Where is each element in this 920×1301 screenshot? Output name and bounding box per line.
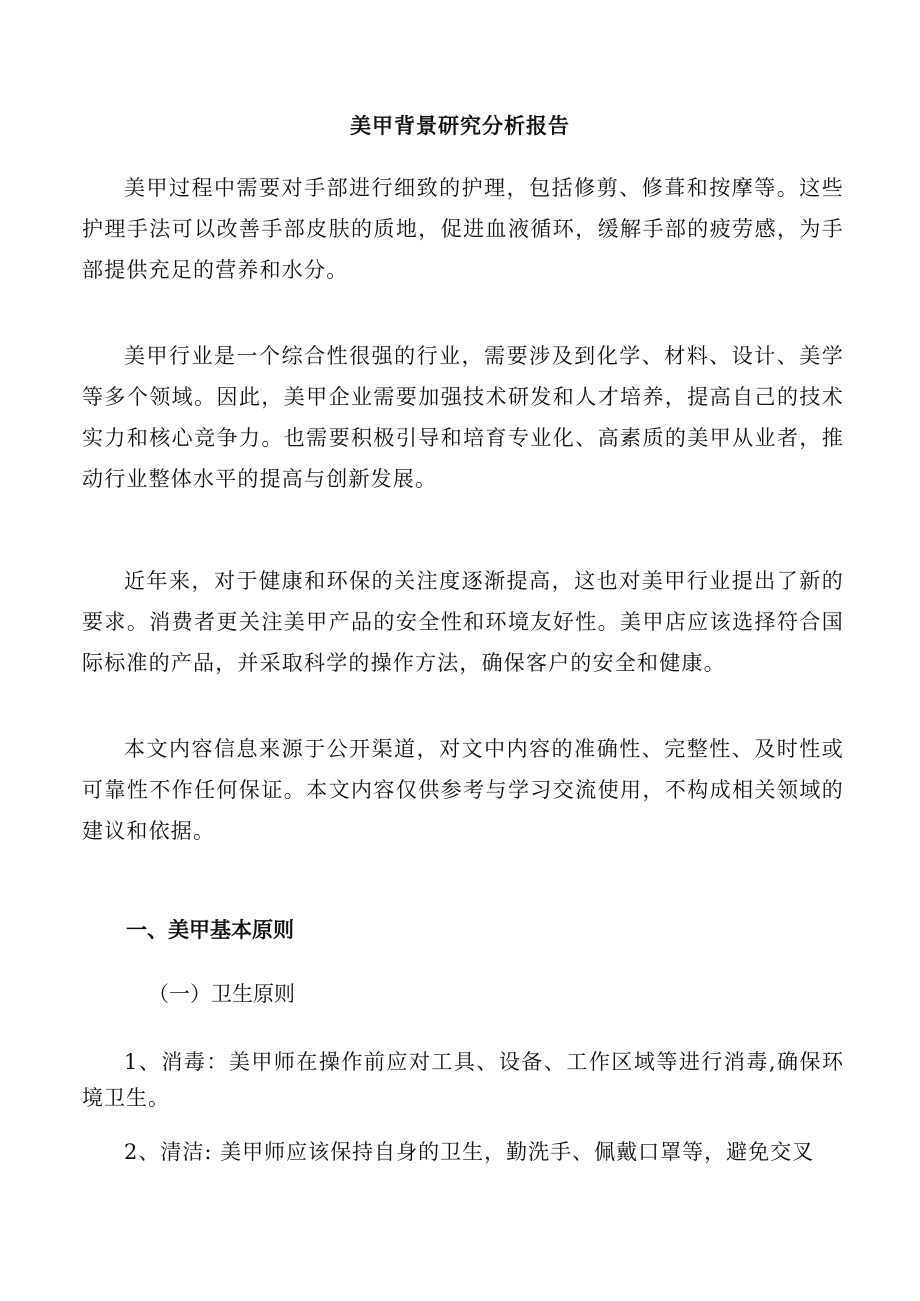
- list-item: 1、消毒：美甲师在操作前应对工具、设备、工作区域等进行消毒,确保环境卫生。: [82, 1050, 844, 1110]
- paragraph-health-environment: 近年来，对于健康和环保的关注度逐渐提高，这也对美甲行业提出了新的要求。消费者更关注美甲产品的安全性和环境友好性。美甲店应该选择符合国际标准的产品，并采取科学的操作方法，确保客户的安全和健康。: [82, 569, 844, 675]
- section-heading: 一、美甲基本原则: [126, 917, 294, 942]
- subsection-heading: （一）卫生原则: [148, 982, 295, 1006]
- paragraph-industry: 美甲行业是一个综合性很强的行业，需要涉及到化学、材料、设计、美学等多个领域。因此，美甲企业需要加强技术研发和人才培养，提高自己的技术实力和核心竞争力。也需要积极引导和培育专业化、高素质的美甲从业者，推动行业整体水平的提高与创新发展。: [82, 344, 844, 491]
- document-title: 美甲背景研究分析报告: [350, 113, 570, 138]
- paragraph-disclaimer: 本文内容信息来源于公开渠道，对文中内容的准确性、完整性、及时性或可靠性不作任何保证。本文内容仅供参考与学习交流使用，不构成相关领域的建议和依据。: [82, 737, 844, 843]
- list-item: 2、清洁: 美甲师应该保持自身的卫生，勤洗手、佩戴口罩等，避免交叉: [124, 1140, 815, 1164]
- paragraph-hand-care: 美甲过程中需要对手部进行细致的护理，包括修剪、修葺和按摩等。这些护理手法可以改善手部皮肤的质地，促进血液循环，缓解手部的疲劳感，为手部提供充足的营养和水分。: [82, 176, 844, 282]
